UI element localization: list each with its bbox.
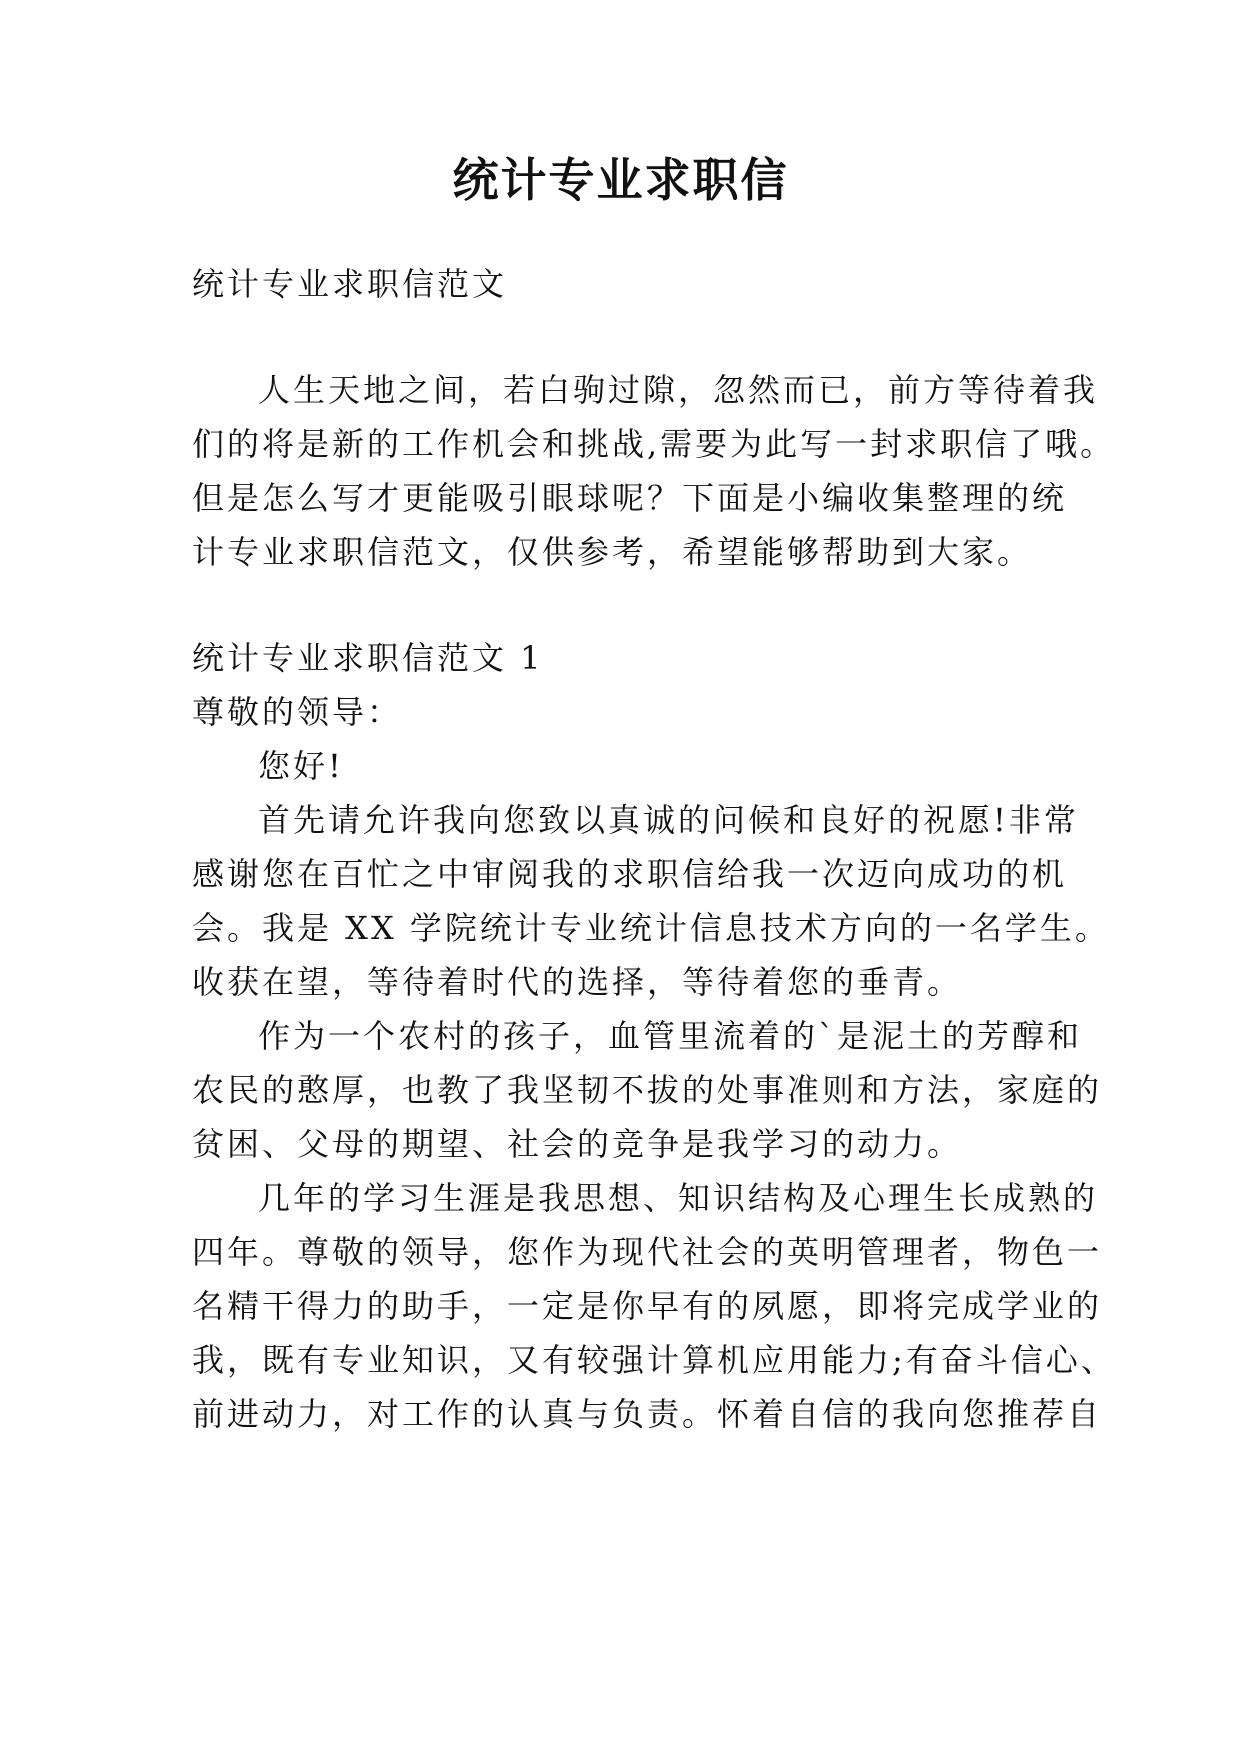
section-heading: 统计专业求职信范文 1 [192,639,544,677]
body-line: 感谢您在百忙之中审阅我的求职信给我一次迈向成功的机 [192,855,1068,893]
body-line: 我，既有专业知识，又有较强计算机应用能力;有奋斗信心、 [192,1341,1116,1379]
body-line: 首先请允许我向您致以真诚的问候和良好的祝愿!非常 [258,801,1079,839]
body-line: 四年。尊敬的领导，您作为现代社会的英明管理者，物色一 [192,1233,1103,1271]
body-line: 作为一个农村的孩子，血管里流着的`是泥土的芳醇和 [258,1017,1083,1055]
body-line: 前进动力，对工作的认真与负责。怀着自信的我向您推荐自 [192,1395,1103,1433]
greeting: 您好! [258,747,344,785]
intro-line: 人生天地之间，若白驹过隙，忽然而已，前方等待着我 [258,371,1099,409]
intro-line: 们的将是新的工作机会和挑战,需要为此写一封求职信了哦。 [192,425,1116,463]
salutation: 尊敬的领导： [192,693,403,731]
body-line: 名精干得力的助手，一定是你早有的夙愿，即将完成学业的 [192,1287,1103,1325]
body-line: 收获在望，等待着时代的选择，等待着您的垂青。 [192,963,963,1001]
body-line: 农民的憨厚，也教了我坚韧不拔的处事准则和方法，家庭的 [192,1071,1103,1109]
body-line: 几年的学习生涯是我思想、知识结构及心理生长成熟的 [258,1179,1099,1217]
subtitle: 统计专业求职信范文 [192,265,508,303]
intro-line: 但是怎么写才更能吸引眼球呢？下面是小编收集整理的统 [192,479,1068,517]
document-title: 统计专业求职信 [452,153,789,207]
body-line: 会。我是 XX 学院统计专业统计信息技术方向的一名学生。 [192,909,1110,947]
body-line: 贫困、父母的期望、社会的竞争是我学习的动力。 [192,1125,963,1163]
intro-line: 计专业求职信范文，仅供参考，希望能够帮助到大家。 [192,533,1033,571]
